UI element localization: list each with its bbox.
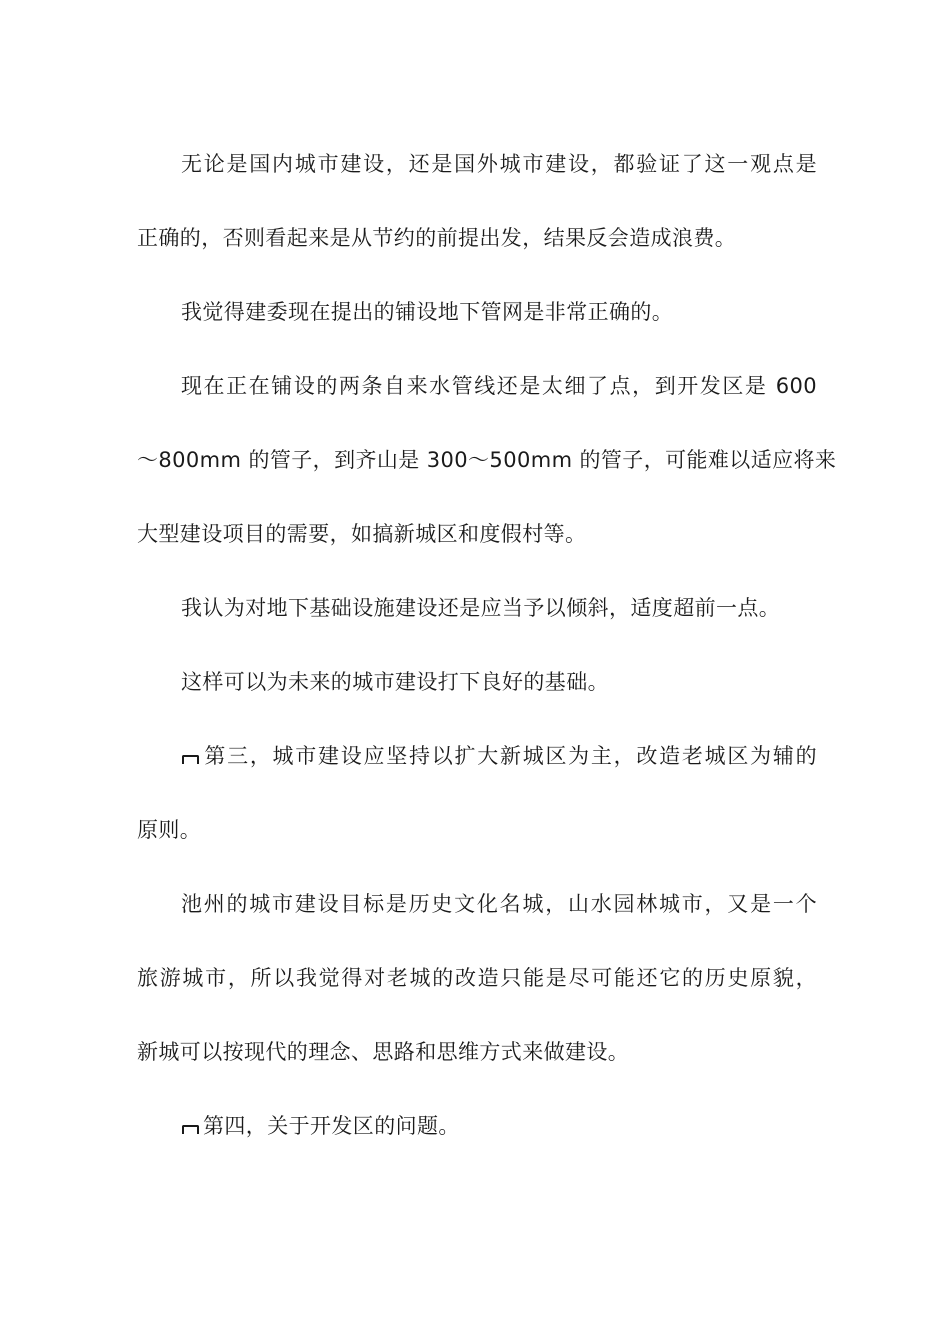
paragraph [137,1089,817,1163]
paragraph [137,349,837,571]
text-line: 第三，城市建设应坚持以扩大新城区为主，改造老城区为辅的 [203,744,817,768]
text-line: 原则。 [137,818,202,842]
text-line: 大型建设项目的需要，如搞新城区和度假村等。 [137,522,587,546]
bracket-mark-icon [181,1121,201,1135]
text-line: 旅游城市，所以我觉得对老城的改造只能是尽可能还它的历史原貌， [137,966,817,990]
bracket-mark-icon [181,751,201,765]
text-line-with-mark [137,719,817,793]
text-line: 我认为对地下基础设施建设还是应当予以倾斜，适度超前一点。 [181,596,781,620]
paragraph [137,127,817,275]
text-line: 我觉得建委现在提出的铺设地下管网是非常正确的。 [181,300,674,324]
paragraph [137,645,817,719]
text-line: 新城可以按现代的理念、思路和思维方式来做建设。 [137,1040,630,1064]
paragraph [137,275,817,349]
text-line: 第四，关于开发区的问题。 [203,1114,460,1138]
paragraph [137,719,817,867]
text-line: ～800mm 的管子，到齐山是 300～500mm 的管子，可能难以适应将来 [137,448,837,472]
paragraph [137,571,817,645]
text-line-with-mark [137,1089,817,1163]
paragraph [137,867,817,1089]
text-line: 无论是国内城市建设，还是国外城市建设，都验证了这一观点是 [181,152,817,176]
text-line: 正确的，否则看起来是从节约的前提出发，结果反会造成浪费。 [137,226,737,250]
text-line: 这样可以为未来的城市建设打下良好的基础。 [181,670,609,694]
text-line: 现在正在铺设的两条自来水管线还是太细了点，到开发区是 600 [181,374,817,398]
text-line: 池州的城市建设目标是历史文化名城，山水园林城市，又是一个 [181,892,817,916]
